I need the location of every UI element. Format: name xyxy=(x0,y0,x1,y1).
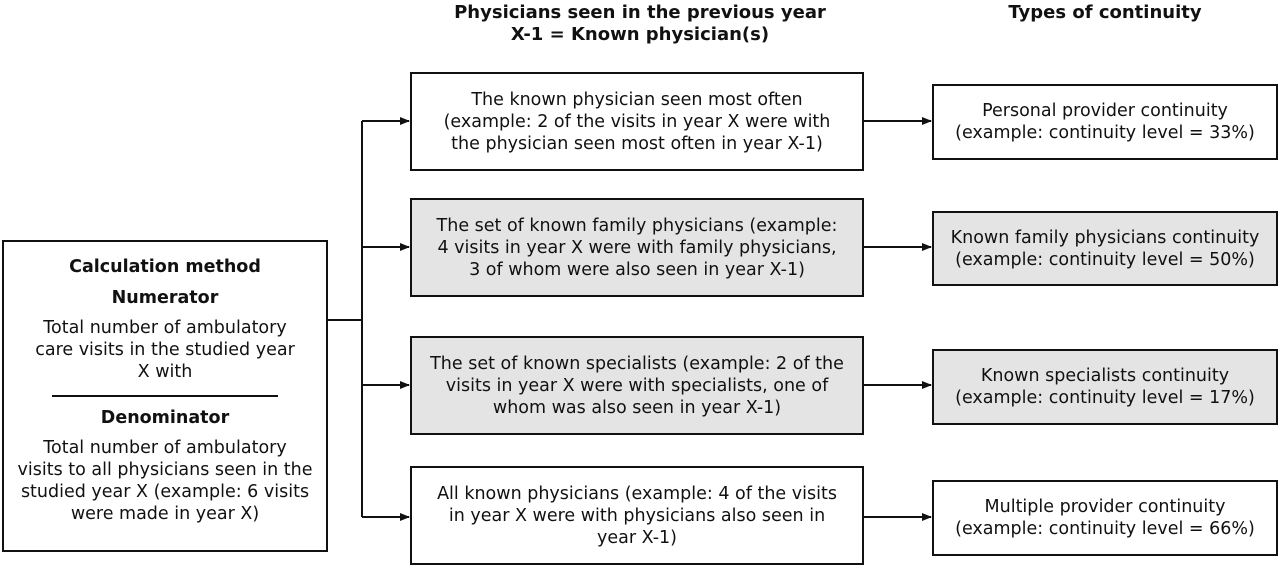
box-line: whom was also seen in year X-1) xyxy=(492,397,782,418)
numerator-line: X with xyxy=(137,362,193,382)
box-line: (example: continuity level = 33%) xyxy=(955,123,1255,143)
box-line: (example: continuity level = 66%) xyxy=(955,519,1255,539)
box-line: (example: continuity level = 50%) xyxy=(955,249,1255,270)
box-line: visits in year X were with specialists, one of xyxy=(445,375,829,396)
box-line: The set of known family physicians (example: xyxy=(436,215,838,236)
denominator-label: Denominator xyxy=(100,408,230,428)
header-physicians-line2: X-1 = Known physician(s) xyxy=(510,24,770,45)
numerator-line: care visits in the studied year xyxy=(35,340,295,360)
box-line: (example: 2 of the visits in year X were with xyxy=(443,111,831,132)
box-line: The known physician seen most often xyxy=(471,89,803,110)
box-line: 4 visits in year X were with family physicians, xyxy=(437,237,837,258)
denominator-line: were made in year X) xyxy=(70,504,260,524)
numerator-line: Total number of ambulatory xyxy=(43,318,287,338)
calc-title: Calculation method xyxy=(69,257,261,277)
box-line: 3 of whom were also seen in year X-1) xyxy=(469,259,805,280)
denominator-line: studied year X (example: 6 visits xyxy=(20,482,310,502)
numerator-label: Numerator xyxy=(111,288,219,308)
box-line: Multiple provider continuity xyxy=(984,497,1226,517)
box-line: Personal provider continuity xyxy=(982,101,1228,121)
box-line: Known family physicians continuity xyxy=(950,227,1260,248)
box-line: The set of known specialists (example: 2 of the xyxy=(430,353,844,374)
denominator-line: Total number of ambulatory xyxy=(43,438,287,458)
box-line: in year X were with physicians also seen in xyxy=(448,505,826,526)
box-line: the physician seen most often in year X-1) xyxy=(451,133,823,154)
box-line: year X-1) xyxy=(597,527,677,548)
box-line: Known specialists continuity xyxy=(980,366,1230,386)
header-physicians-line1: Physicians seen in the previous year xyxy=(454,2,826,23)
header-types: Types of continuity xyxy=(1008,2,1202,23)
box-line: (example: continuity level = 17%) xyxy=(955,388,1255,408)
denominator-line: visits to all physicians seen in the xyxy=(17,460,313,480)
box-line: All known physicians (example: 4 of the visits xyxy=(437,483,837,504)
